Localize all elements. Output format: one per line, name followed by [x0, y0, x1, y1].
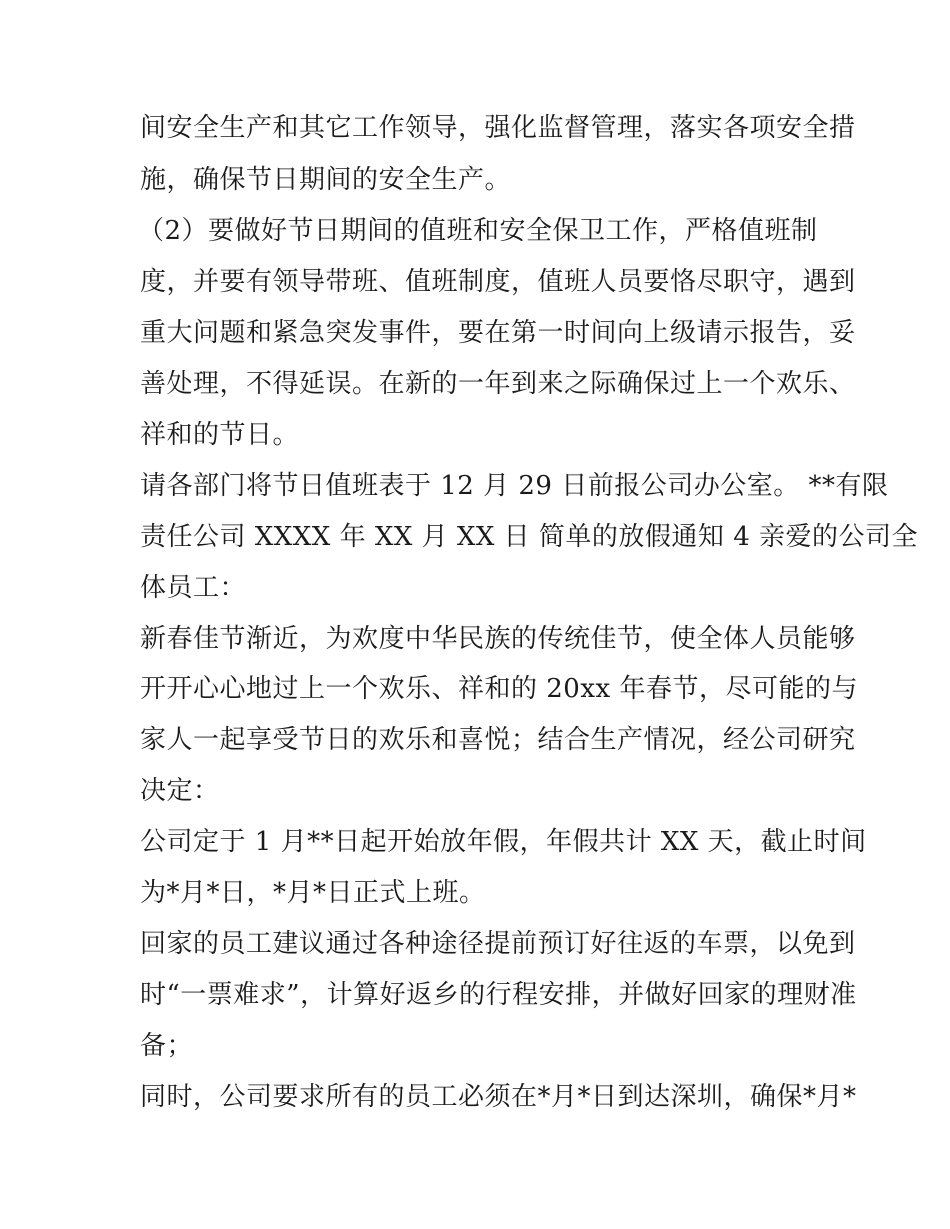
text-line: 善处理，不得延误。在新的一年到来之际确保过上一个欢乐、	[140, 369, 856, 399]
text-line: 决定：	[140, 776, 220, 806]
text-line: 家人一起享受节日的欢乐和喜悦；结合生产情况，经公司研究	[140, 725, 856, 755]
text-line: 公司定于 1 月**日起开始放年假，年假共计 XX 天，截止时间	[140, 827, 867, 857]
text-line: 体员工：	[140, 573, 247, 603]
text-line: 施，确保节日期间的安全生产。	[140, 165, 512, 195]
text-line: 开开心心地过上一个欢乐、祥和的 20xx 年春节，尽可能的与	[140, 674, 858, 704]
text-line: 时“一票难求”，计算好返乡的行程安排，并做好回家的理财准	[140, 980, 857, 1010]
text-line: （2）要做好节日期间的值班和安全保卫工作，严格值班制	[138, 216, 818, 246]
text-line: 新春佳节渐近，为欢度中华民族的传统佳节，使全体人员能够	[140, 624, 856, 654]
text-line: 备；	[140, 1031, 194, 1061]
text-line: 重大问题和紧急突发事件，要在第一时间向上级请示报告，妥	[140, 318, 856, 348]
text-line: 回家的员工建议通过各种途径提前预订好往返的车票，以免到	[140, 929, 856, 959]
text-line: 同时，公司要求所有的员工必须在*月*日到达深圳，确保*月*	[140, 1082, 857, 1112]
text-line: 间安全生产和其它工作领导，强化监督管理，落实各项安全措	[140, 113, 856, 143]
text-line: 请各部门将节日值班表于 12 月 29 日前报公司办公室。 **有限	[140, 471, 889, 501]
text-line: 度，并要有领导带班、值班制度，值班人员要恪尽职守，遇到	[140, 267, 856, 297]
text-line: 责任公司 XXXX 年 XX 月 XX 日 简单的放假通知 4 亲爱的公司全	[140, 522, 919, 552]
text-line: 祥和的节日。	[140, 420, 300, 450]
text-line: 为*月*日，*月*日正式上班。	[140, 878, 486, 908]
